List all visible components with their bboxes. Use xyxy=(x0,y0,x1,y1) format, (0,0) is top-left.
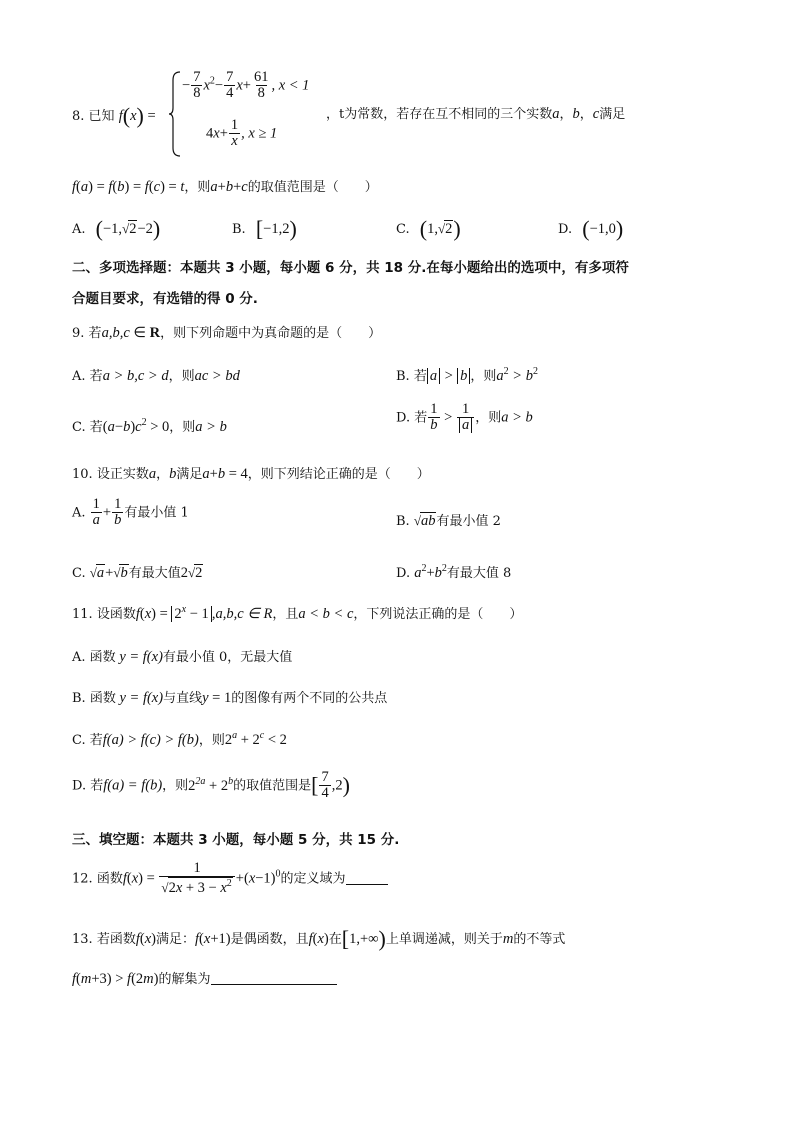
q12-answer-blank[interactable] xyxy=(346,884,388,885)
q12-stem: 12. 函数f(x) = $\frac{1}{√2x + 3 - x^2}$ $+(x-1)^0$的定义域为 xyxy=(72,861,388,897)
q13-line1: 13. 若函数f(x)满足：f(x+1)是偶函数，且f(x)在[1,+∞)上单调递减，则关于m的不等式 xyxy=(72,926,566,951)
q8-line2: f(a) = f(b) = f(c) = t，则a+b+c的取值范围是（ ） xyxy=(72,179,378,195)
q9-stem: 9. 若a,b,c ∈ R，则下列命题中为真命题的是（ ） xyxy=(72,325,382,341)
brace-icon xyxy=(168,70,182,158)
q8-option-c[interactable]: C. (1,√2) xyxy=(396,216,461,241)
q10-option-b[interactable]: B. √ab有最小值 2 xyxy=(396,513,501,529)
q11-option-c[interactable]: C. 若f(a) > f(c) > f(b)，则$2^a + 2^c < 2$ xyxy=(72,730,287,748)
q8-option-d[interactable]: D. (−1,0) xyxy=(558,216,624,241)
q9-option-b[interactable]: B. 若 a > b ，则$a^2 > b^2$ xyxy=(396,366,538,384)
q11-option-b[interactable]: B. 函数 y = f(x)与直线y = 1的图像有两个不同的公共点 xyxy=(72,690,388,706)
q9-option-a[interactable]: A. 若a > b,c > d，则ac > bd xyxy=(72,368,240,384)
q10-option-a[interactable]: A. $\frac{1}{a}$ + $\frac{1}{b}$ 有最小值 1 xyxy=(72,496,189,529)
q8-line1-tail: ，t为常数，若存在互不相同的三个实数a，b，c满足 xyxy=(326,106,626,122)
section2-heading-line1: 二、多项选择题：本题共 3 小题，每小题 6 分，共 18 分.在每小题给出的选项中，有多项符 xyxy=(72,260,629,276)
q8-fx: f xyxy=(118,108,123,124)
q11-option-d[interactable]: D. 若f(a) = f(b)，则$2^{2a} + 2^b$的取值范围是[ $\frac{7}{4}$ ,2) xyxy=(72,769,350,802)
q8-case2: 4x+ $\frac{1}{x}$ , x ≥ 1 xyxy=(206,117,278,150)
q10-option-d[interactable]: D. $a^2+b^2$有最大值 8 xyxy=(396,563,512,581)
q9-option-c[interactable]: C. 若$(a-b)c^2 > 0$，则a > b xyxy=(72,417,227,435)
q9-option-d[interactable]: D. 若 $\frac{1}{b}$ > $\frac{1}{a}$ ，则a > b xyxy=(396,401,533,434)
q8-option-b[interactable]: B. [−1,2) xyxy=(232,216,297,241)
q10-stem: 10. 设正实数a，b满足a+b = 4，则下列结论正确的是（ ） xyxy=(72,466,430,482)
q8-number: 8. xyxy=(72,109,85,124)
q11-stem: 11. 设函数$f(x) = 2^x - 1$ ,a,b,c ∈ R，且a < b < c，下列说法正确的是（ ） xyxy=(72,604,523,622)
q8-case1: − $\frac{7}{8}$ $x^2-$ $\frac{7}{4}$ x+ $\frac{61}{8}$ , x < 1 xyxy=(182,69,310,102)
q10-option-c[interactable]: C. √a+√b有最大值2√2 xyxy=(72,565,203,581)
q8-option-a[interactable]: A. (−1,√2−2) xyxy=(72,216,161,241)
q13-line2: f(m+3) > f(2m)的解集为 xyxy=(72,968,337,988)
section3-heading: 三、填空题：本题共 3 小题，每小题 5 分，共 15 分. xyxy=(72,832,400,848)
q11-option-a[interactable]: A. 函数 y = f(x)有最小值 0，无最大值 xyxy=(72,649,293,665)
q8-line1: 8. 已知 f(x) = xyxy=(72,103,156,128)
q8-known: 已知 xyxy=(88,109,115,124)
section2-heading-line2: 合题目要求，有选错的得 0 分. xyxy=(72,291,258,307)
q8-piecewise xyxy=(168,70,328,158)
q13-answer-blank[interactable] xyxy=(211,984,337,985)
